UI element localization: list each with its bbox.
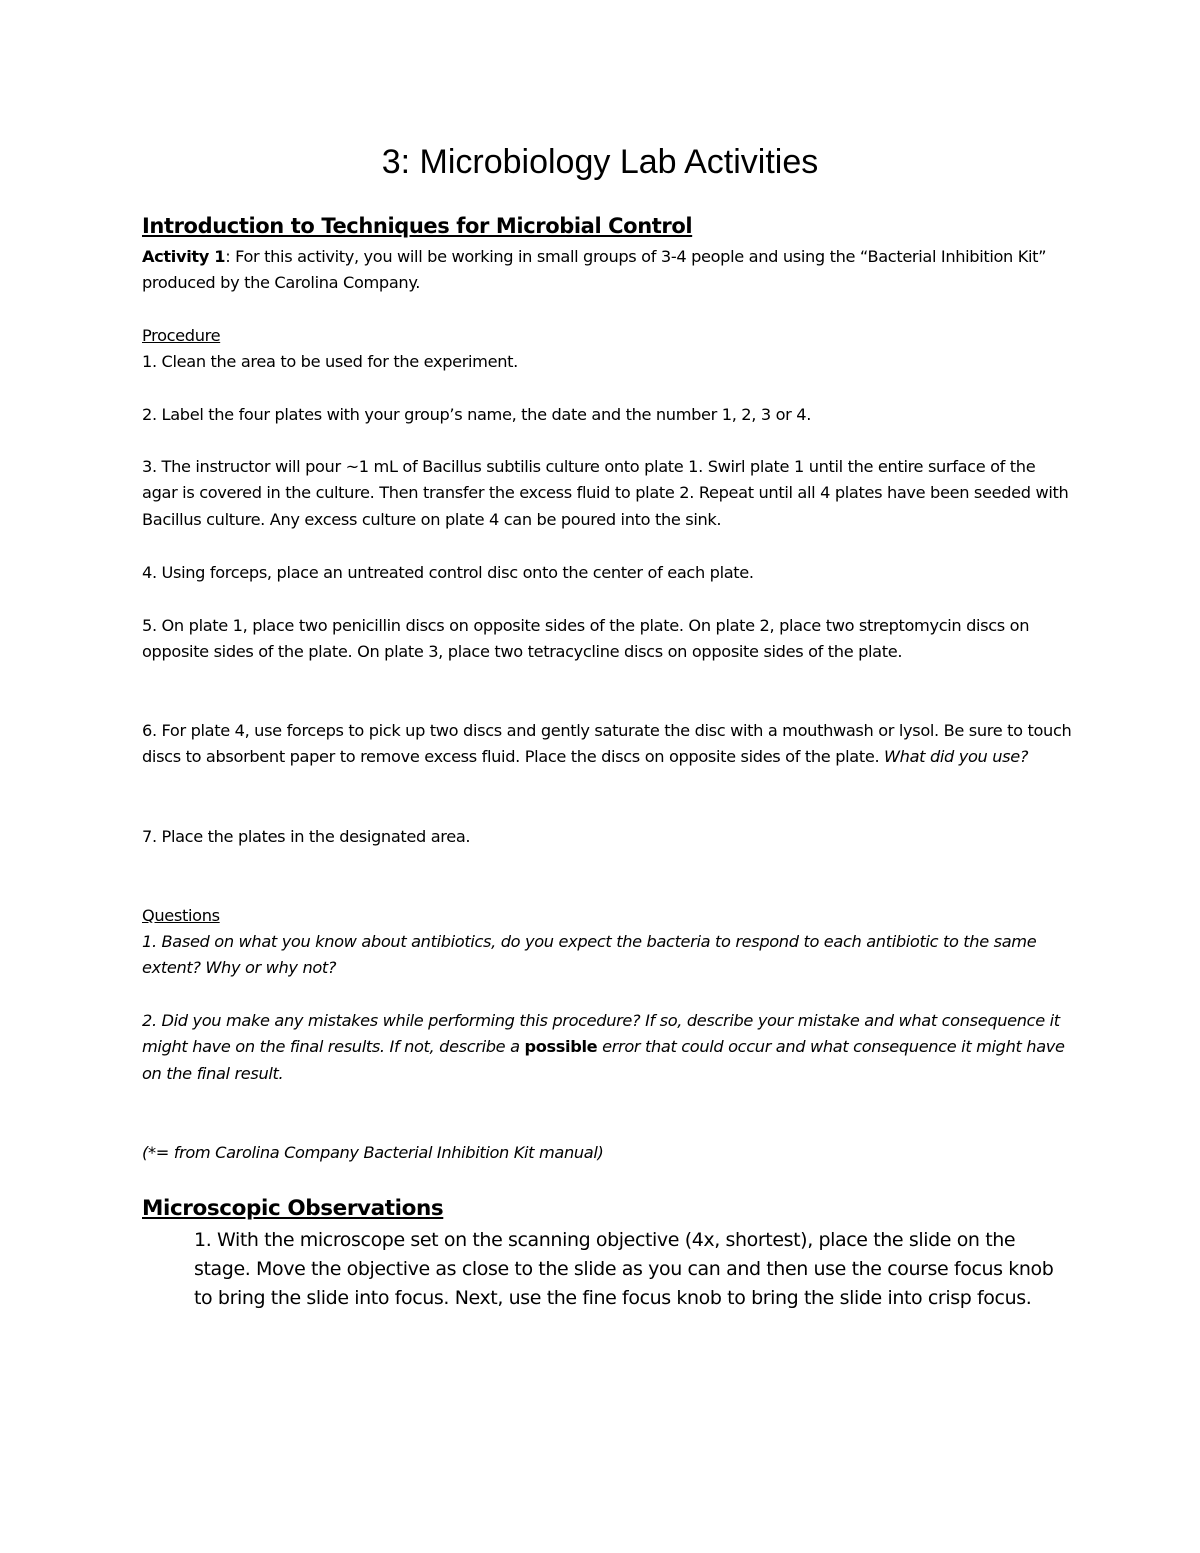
procedure-step-3 (142, 454, 1072, 533)
question-2-emphasis: possible (524, 1037, 598, 1057)
microscopic-heading: Microscopic Observations (142, 1196, 444, 1221)
procedure-step (142, 560, 1072, 586)
procedure-step (142, 718, 1072, 771)
question-2-text (142, 1008, 1072, 1087)
microscopic-step-1-text (194, 1226, 1074, 1313)
source-note (142, 1140, 1072, 1166)
step-number: 6 (142, 721, 152, 740)
question-2-part2: error that could occur and what consequence it might have on the final result. (142, 1037, 1065, 1083)
step-number: 1 (194, 1229, 206, 1251)
activity-text: : For this activity, you will be working in small groups of 3-4 people and using the “Bacterial Inhibition Kit” produced by the Carolina Company. (142, 247, 1047, 293)
step-number: 4 (142, 563, 152, 582)
procedure-step-7 (142, 824, 1072, 850)
step-number: 1 (142, 352, 152, 371)
procedure-step (142, 402, 1072, 428)
questions-heading-block (142, 903, 1072, 929)
intro-heading: Introduction to Techniques for Microbial Control (142, 214, 693, 238)
procedure-heading-block (142, 323, 1072, 349)
procedure-step (142, 613, 1072, 666)
procedure-step-6 (142, 718, 1072, 771)
procedure-heading: Procedure (142, 326, 221, 345)
step-number: 2 (142, 405, 152, 424)
step-text: . On plate 1, place two penicillin discs on opposite sides of the plate. On plate 2, place two streptomycin discs on opposite sides of the plate. On plate 3, place two tetracycline discs on opposite sides of the plate. (142, 616, 1030, 662)
questions-heading: Questions (142, 906, 220, 925)
page-title: 3: Microbiology Lab Activities (381, 143, 819, 181)
microscopic-step-1 (194, 1226, 1074, 1313)
question-1-text: 1. Based on what you know about antibiotics, do you expect the bacteria to respond to each antibiotic to the same extent? Why or why not? (142, 932, 1037, 978)
step-number: 5 (142, 616, 152, 635)
procedure-step-4 (142, 560, 1072, 586)
step-text: . Using forceps, place an untreated control disc onto the center of each plate. (151, 563, 754, 582)
step-text: . The instructor will pour ~1 mL of Bacillus subtilis culture onto plate 1. Swirl plate 1 until the entire surface of the agar is covered in the culture. Then transfer the excess fluid to plate 2. Repeat until all 4 plates have been seeded with Bacillus culture. Any excess culture on plate 4 can be poured into the sink. (142, 457, 1069, 529)
step-number: 3 (142, 457, 152, 476)
step-text: . With the microscope set on the scanning objective (4x, shortest), place the slide on the stage. Move the objective as close to the slide as you can and then use the course focus knob to bring the slide into focus. Next, use the fine focus knob to bring the slide into crisp focus. (194, 1229, 1054, 1309)
procedure-step-1 (142, 349, 1072, 375)
step-text: . Place the plates in the designated area. (151, 827, 471, 846)
procedure-step (142, 824, 1072, 850)
procedure-step (142, 349, 1072, 375)
step-number: 7 (142, 827, 152, 846)
activity-description (142, 244, 1072, 297)
step-text: . For plate 4, use forceps to pick up two discs and gently saturate the disc with a mouthwash or lysol. Be sure to touch discs to absorbent paper to remove excess fluid. Place the discs on opposite sides of the plate. (142, 721, 1072, 767)
source-note-text: (*= from Carolina Company Bacterial Inhibition Kit manual) (142, 1143, 604, 1162)
activity-label: Activity 1 (142, 247, 226, 266)
question-2-part1: 2. Did you make any mistakes while performing this procedure? If so, describe your mistake and what consequence it might have on the final results. If not, describe a (142, 1011, 1060, 1057)
activity-paragraph (142, 244, 1072, 297)
question-2 (142, 1008, 1072, 1087)
procedure-step-2 (142, 402, 1072, 428)
procedure-step (142, 454, 1072, 533)
question-1 (142, 929, 1072, 982)
step-text: . Label the four plates with your group’s name, the date and the number 1, 2, 3 or 4. (151, 405, 811, 424)
step-question: What did you use? (884, 747, 1029, 767)
step-text: . Clean the area to be used for the experiment. (151, 352, 518, 371)
procedure-step-5 (142, 613, 1072, 666)
